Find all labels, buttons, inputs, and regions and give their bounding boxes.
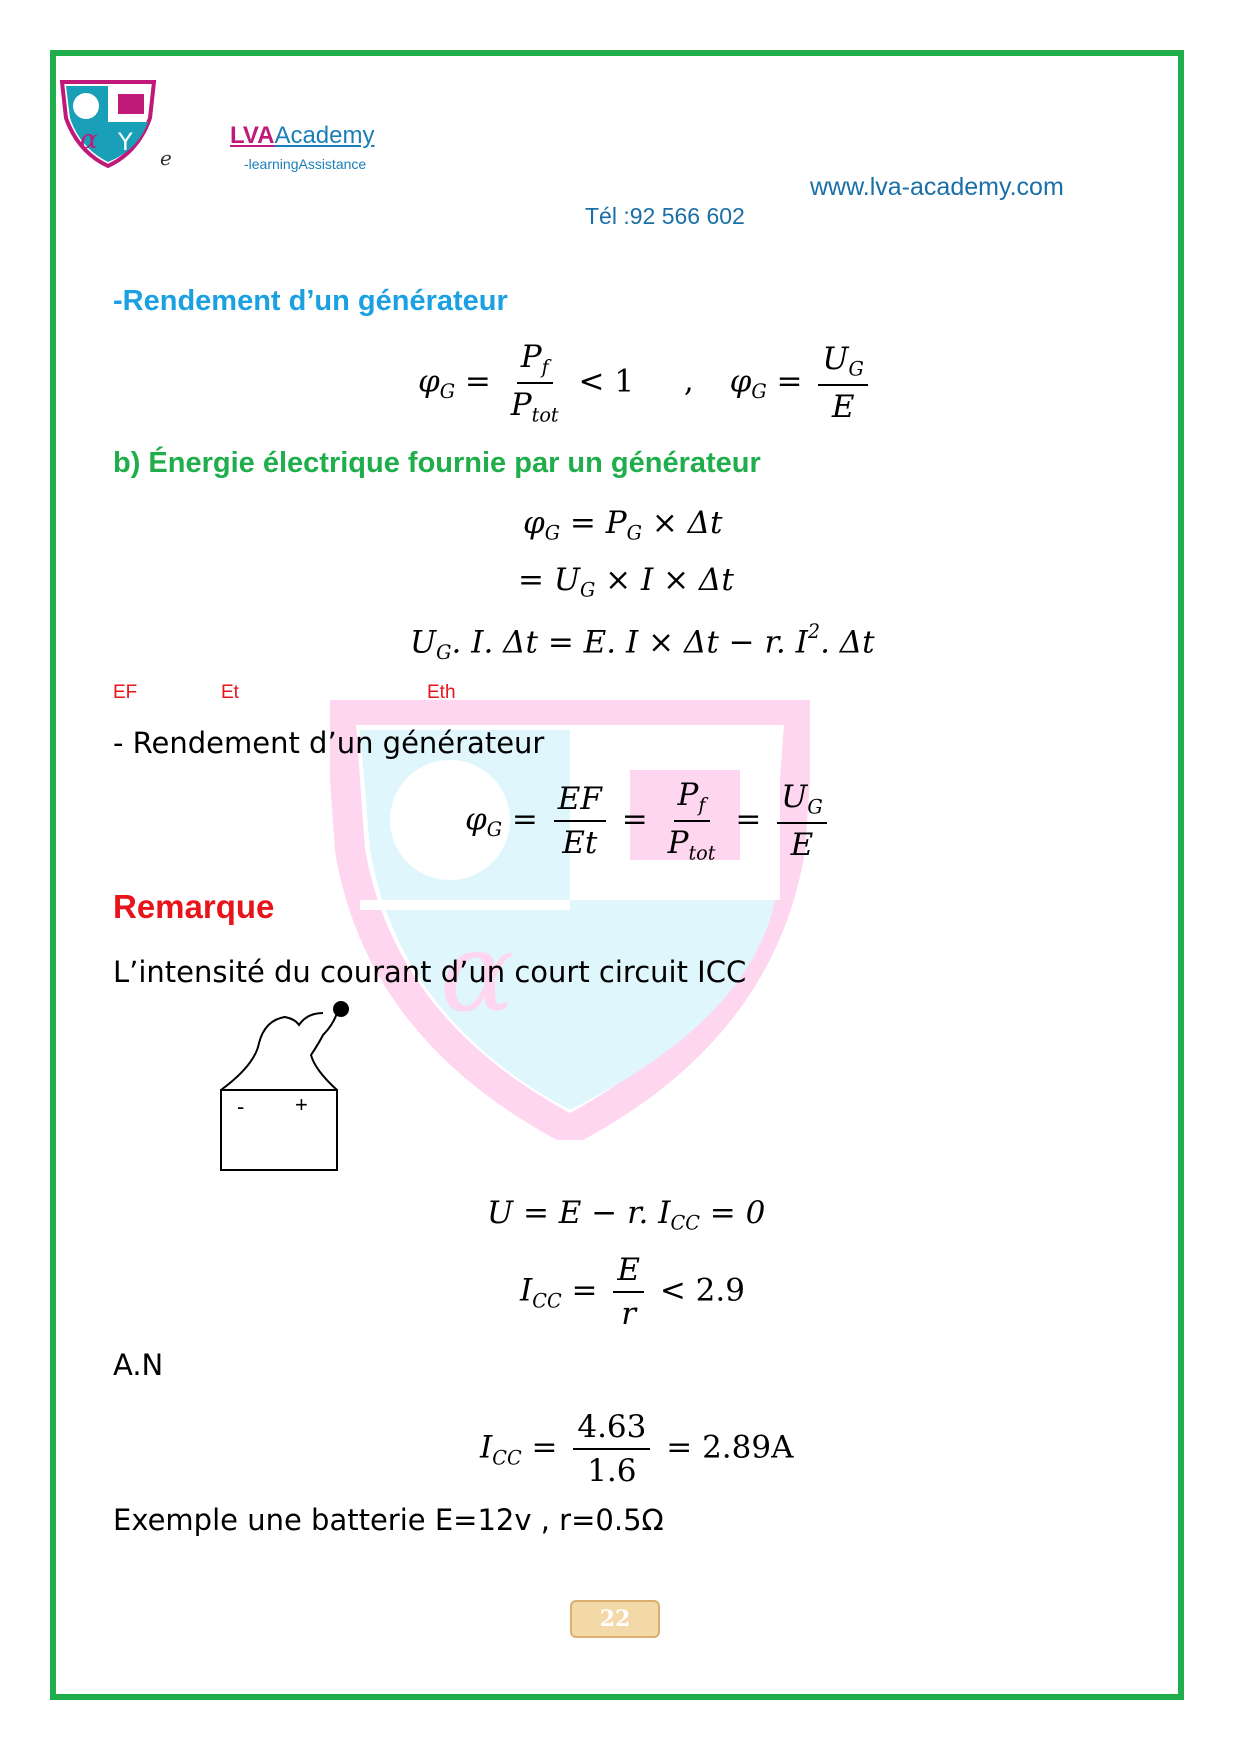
num-sub: f <box>541 355 549 379</box>
f3-num-sub: G <box>807 795 823 819</box>
e2-den: r <box>621 1296 637 1333</box>
formula-rendement <box>0 340 874 426</box>
svg-text:α: α <box>440 908 515 1036</box>
fraction-pf-ptot <box>507 340 563 426</box>
l3-a: U <box>410 624 437 661</box>
comma: , <box>683 363 694 400</box>
r2-eq3: = <box>735 801 762 838</box>
l2-lead: = U <box>518 562 580 598</box>
e2-sub: CC <box>532 1289 562 1313</box>
l1-rhs-sub: G <box>626 521 642 545</box>
e2-rest: < 2.9 <box>659 1272 745 1309</box>
f3-num: U <box>781 778 808 815</box>
remark-title: Remarque <box>113 888 275 925</box>
subtitle-rendement: - Rendement d’un générateur <box>113 726 545 760</box>
num-p: P <box>520 339 542 375</box>
brand-name <box>230 122 374 150</box>
battery-minus-label: - <box>237 1094 245 1119</box>
e3-den: 1.6 <box>587 1453 637 1490</box>
shortcircuit-eq-2 <box>520 1253 745 1331</box>
energy-line-1 <box>523 505 723 545</box>
l1-sub: G <box>544 521 561 545</box>
f1-num: EF <box>554 782 606 822</box>
l1-rest: × Δt <box>651 505 723 541</box>
phi-sub-2: G <box>751 380 767 404</box>
less-than-one: < 1 <box>578 363 635 400</box>
an-label: A.N <box>113 1348 164 1382</box>
r2-sub: G <box>486 818 503 842</box>
e3-sub: CC <box>492 1446 522 1470</box>
label-et: Et <box>221 682 239 703</box>
num-u: U <box>822 340 849 377</box>
svg-text:Y: Y <box>118 128 133 156</box>
e2-eq: = <box>571 1272 598 1309</box>
f2-den-sub: tot <box>688 841 716 865</box>
phi-sub: G <box>439 380 456 404</box>
svg-text:α: α <box>80 125 98 155</box>
f1-den: Et <box>562 824 598 861</box>
section-title-energie: b) Énergie électrique fournie par un générateur <box>113 447 761 479</box>
f2-num: P <box>677 777 699 813</box>
fraction-e-r <box>613 1253 644 1331</box>
battery-plus-label: + <box>295 1092 308 1117</box>
l2-sub: G <box>579 578 596 602</box>
fraction-ef-et <box>554 782 606 860</box>
den-sub: tot <box>531 403 559 427</box>
e2-i: I <box>520 1272 533 1309</box>
e1-a: U = E − r. I <box>487 1195 671 1231</box>
den-e: E <box>831 388 855 425</box>
shortcircuit-eq-3 <box>480 1410 793 1488</box>
brand-tagline: -learningAssistance <box>244 156 367 172</box>
e3-i: I <box>480 1429 493 1466</box>
r2-eq1: = <box>511 801 538 838</box>
academy-logo-icon <box>58 78 158 170</box>
f2-num-sub: f <box>698 793 706 817</box>
page-number: 22 <box>599 1606 631 1632</box>
battery-shortcircuit-icon <box>215 995 365 1180</box>
r2-phi: φ <box>465 801 487 838</box>
brand-prefix: LVA <box>230 122 275 149</box>
example-text: Exemple une batterie E=12v , r=0.5Ω <box>113 1503 664 1537</box>
logo-letter-e: e <box>160 146 172 170</box>
label-eth: Eth <box>427 682 456 703</box>
num-u-sub: G <box>848 357 864 381</box>
shortcircuit-eq-1 <box>487 1195 765 1235</box>
l3-a-sub: G <box>436 641 452 665</box>
l1-rhs: = P <box>569 505 627 541</box>
page-number-badge <box>570 1600 660 1638</box>
phone-number: Tél :92 566 602 <box>585 203 745 229</box>
l1-phi: φ <box>523 505 545 541</box>
eq-sign: = <box>464 363 491 400</box>
energy-line-3 <box>410 620 875 664</box>
l3-c: . Δt <box>820 624 875 661</box>
f2-den: P <box>667 824 689 861</box>
fraction-463-16 <box>573 1410 650 1488</box>
e1-sub: CC <box>670 1211 700 1235</box>
fraction-ug-e-2 <box>777 780 826 862</box>
formula-rendement-2 <box>465 778 833 864</box>
section-title-rendement: -Rendement d’un générateur <box>113 285 508 317</box>
l2-rest: × I × Δt <box>605 562 734 598</box>
l3-b: . I. Δt = E. I × Δt − r. I <box>451 624 808 661</box>
website-link[interactable]: www.lva-academy.com <box>810 173 1064 201</box>
label-ef: EF <box>113 682 138 703</box>
f3-den: E <box>790 826 814 863</box>
e3-eq: = <box>531 1429 558 1466</box>
fraction-pf-ptot-2 <box>664 778 720 864</box>
phi-symbol: φ <box>418 363 440 400</box>
e2-num: E <box>613 1253 644 1293</box>
l3-sup: 2 <box>807 620 821 643</box>
phi-symbol-2: φ <box>729 363 752 400</box>
watermark-shield-icon <box>330 700 810 1140</box>
e3-rest: = 2.89A <box>666 1429 794 1466</box>
remark-text: L’intensité du courant d’un court circuit ICC <box>113 955 747 989</box>
den-p: P <box>510 386 532 423</box>
e1-b: = 0 <box>709 1195 766 1231</box>
brand-suffix: Academy <box>274 122 375 149</box>
energy-line-2 <box>518 562 734 602</box>
eq-sign-2: = <box>776 363 803 400</box>
e3-num: 4.63 <box>573 1410 650 1450</box>
fraction-ug-e <box>818 342 867 424</box>
r2-eq2: = <box>621 801 648 838</box>
